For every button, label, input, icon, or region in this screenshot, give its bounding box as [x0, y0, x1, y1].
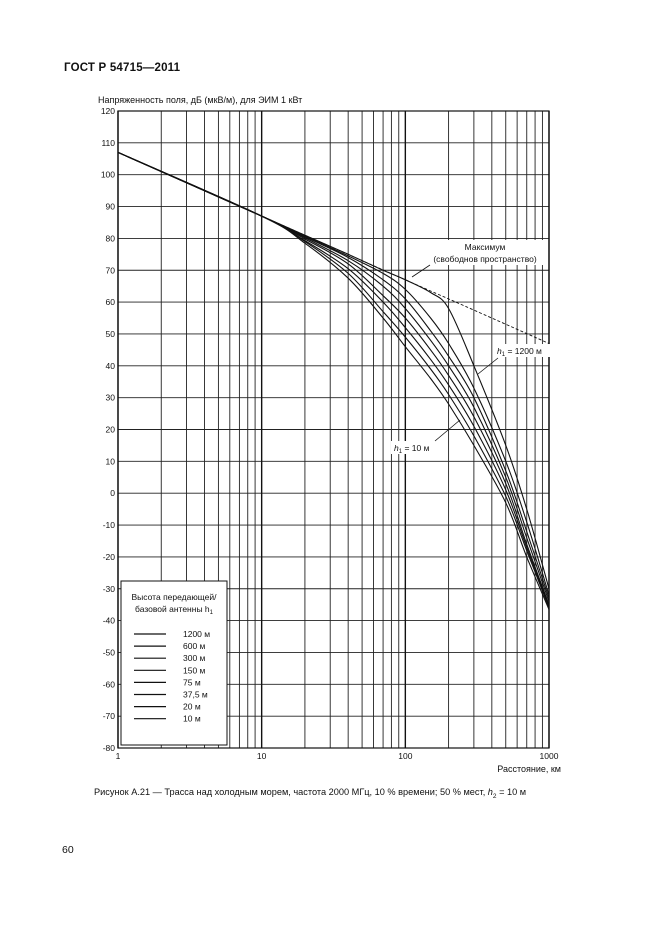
y-tick-label: -40	[102, 615, 115, 626]
y-tick-label: 50	[105, 328, 115, 339]
legend-label-3: 150 м	[183, 665, 206, 676]
y-tick-label: 0	[110, 488, 115, 499]
y-axis-label: Напряженность поля, дБ (мкВ/м), для ЭИМ 1 кВт	[98, 95, 303, 105]
annotation-maximum	[412, 240, 546, 277]
annotation-maximum-line2: (свободнов пространство)	[433, 254, 537, 264]
series-lines	[118, 152, 549, 609]
y-tick-label: -30	[102, 583, 115, 594]
series-line-0	[118, 152, 549, 588]
series-line-6	[118, 152, 549, 608]
series-line-7	[118, 152, 549, 609]
x-axis-label: Расстояние, км	[497, 764, 561, 774]
legend-label-2: 300 м	[183, 653, 206, 664]
figure-caption	[94, 787, 526, 800]
legend-label-7: 10 м	[183, 713, 201, 724]
x-tick-label: 100	[398, 751, 413, 761]
y-tick-label: 90	[105, 201, 115, 212]
y-tick-label: 60	[105, 297, 115, 308]
caption-h-base: h	[487, 787, 493, 797]
annotation-maximum-line1: Максимум	[464, 242, 506, 252]
y-tick-label: 70	[105, 265, 115, 276]
y-tick-label: -60	[102, 679, 115, 690]
caption-text: Рисунок A.21 — Трасса над холодным морем, частота 2000 МГц, 10 % времени; 50 % мест,	[94, 787, 488, 797]
legend	[121, 581, 227, 745]
annotation-h1-1200-base: h	[497, 346, 502, 356]
y-tick-label: 80	[105, 233, 115, 244]
y-tick-label: 100	[100, 169, 115, 180]
y-tick-label: -20	[102, 551, 115, 562]
caption-h-sub: 2	[492, 792, 497, 800]
legend-label-0: 1200 м	[183, 629, 211, 639]
y-tick-label: 40	[105, 360, 115, 371]
annotation-h1-1200-sub: 1	[501, 352, 506, 358]
annotation-h1-1200-rest: = 1200 м	[505, 346, 542, 356]
caption-h-rest: = 10 м	[496, 787, 527, 797]
y-tick-label: 20	[105, 424, 115, 435]
legend-title-line1: Высота передающей/	[131, 592, 217, 602]
series-line-2	[118, 152, 549, 598]
annotation-h1-10-arrow	[435, 420, 460, 441]
series-line-3	[118, 152, 549, 601]
series-line-4	[118, 152, 549, 604]
annotation-h1-1200	[478, 344, 550, 374]
x-tick-label: 1000	[539, 751, 559, 761]
page-number: 60	[62, 844, 74, 856]
annotation-h1-10-base: h	[394, 443, 399, 453]
x-tick-label: 10	[256, 751, 267, 761]
legend-label-1: 600 м	[183, 641, 206, 652]
y-tick-label: -80	[102, 743, 115, 753]
annotation-h1-10-rest: = 10 м	[402, 443, 430, 453]
y-tick-label: 30	[105, 392, 115, 403]
y-tick-label: 10	[105, 456, 115, 467]
legend-label-5: 37,5 м	[183, 689, 208, 700]
x-tick-label: 1	[115, 751, 121, 761]
document-header: ГОСТ Р 54715—2011	[64, 62, 181, 74]
legend-label-6: 20 м	[183, 701, 201, 712]
annotation-h1-10	[391, 420, 460, 455]
legend-title-line2-text: базовой антенны h	[135, 604, 210, 614]
y-tick-label: -10	[102, 520, 115, 531]
y-tick-label: -70	[102, 711, 115, 722]
annotation-maximum-arrow	[412, 265, 430, 277]
legend-title-sub: 1	[209, 610, 213, 616]
legend-label-4: 75 м	[183, 677, 201, 688]
series-line-5	[118, 152, 549, 606]
y-tick-label: -50	[102, 647, 115, 658]
y-tick-label: 120	[100, 106, 115, 116]
y-tick-label: 110	[101, 137, 115, 148]
annotation-h1-10-sub: 1	[398, 449, 403, 455]
series-line-1	[118, 152, 549, 595]
